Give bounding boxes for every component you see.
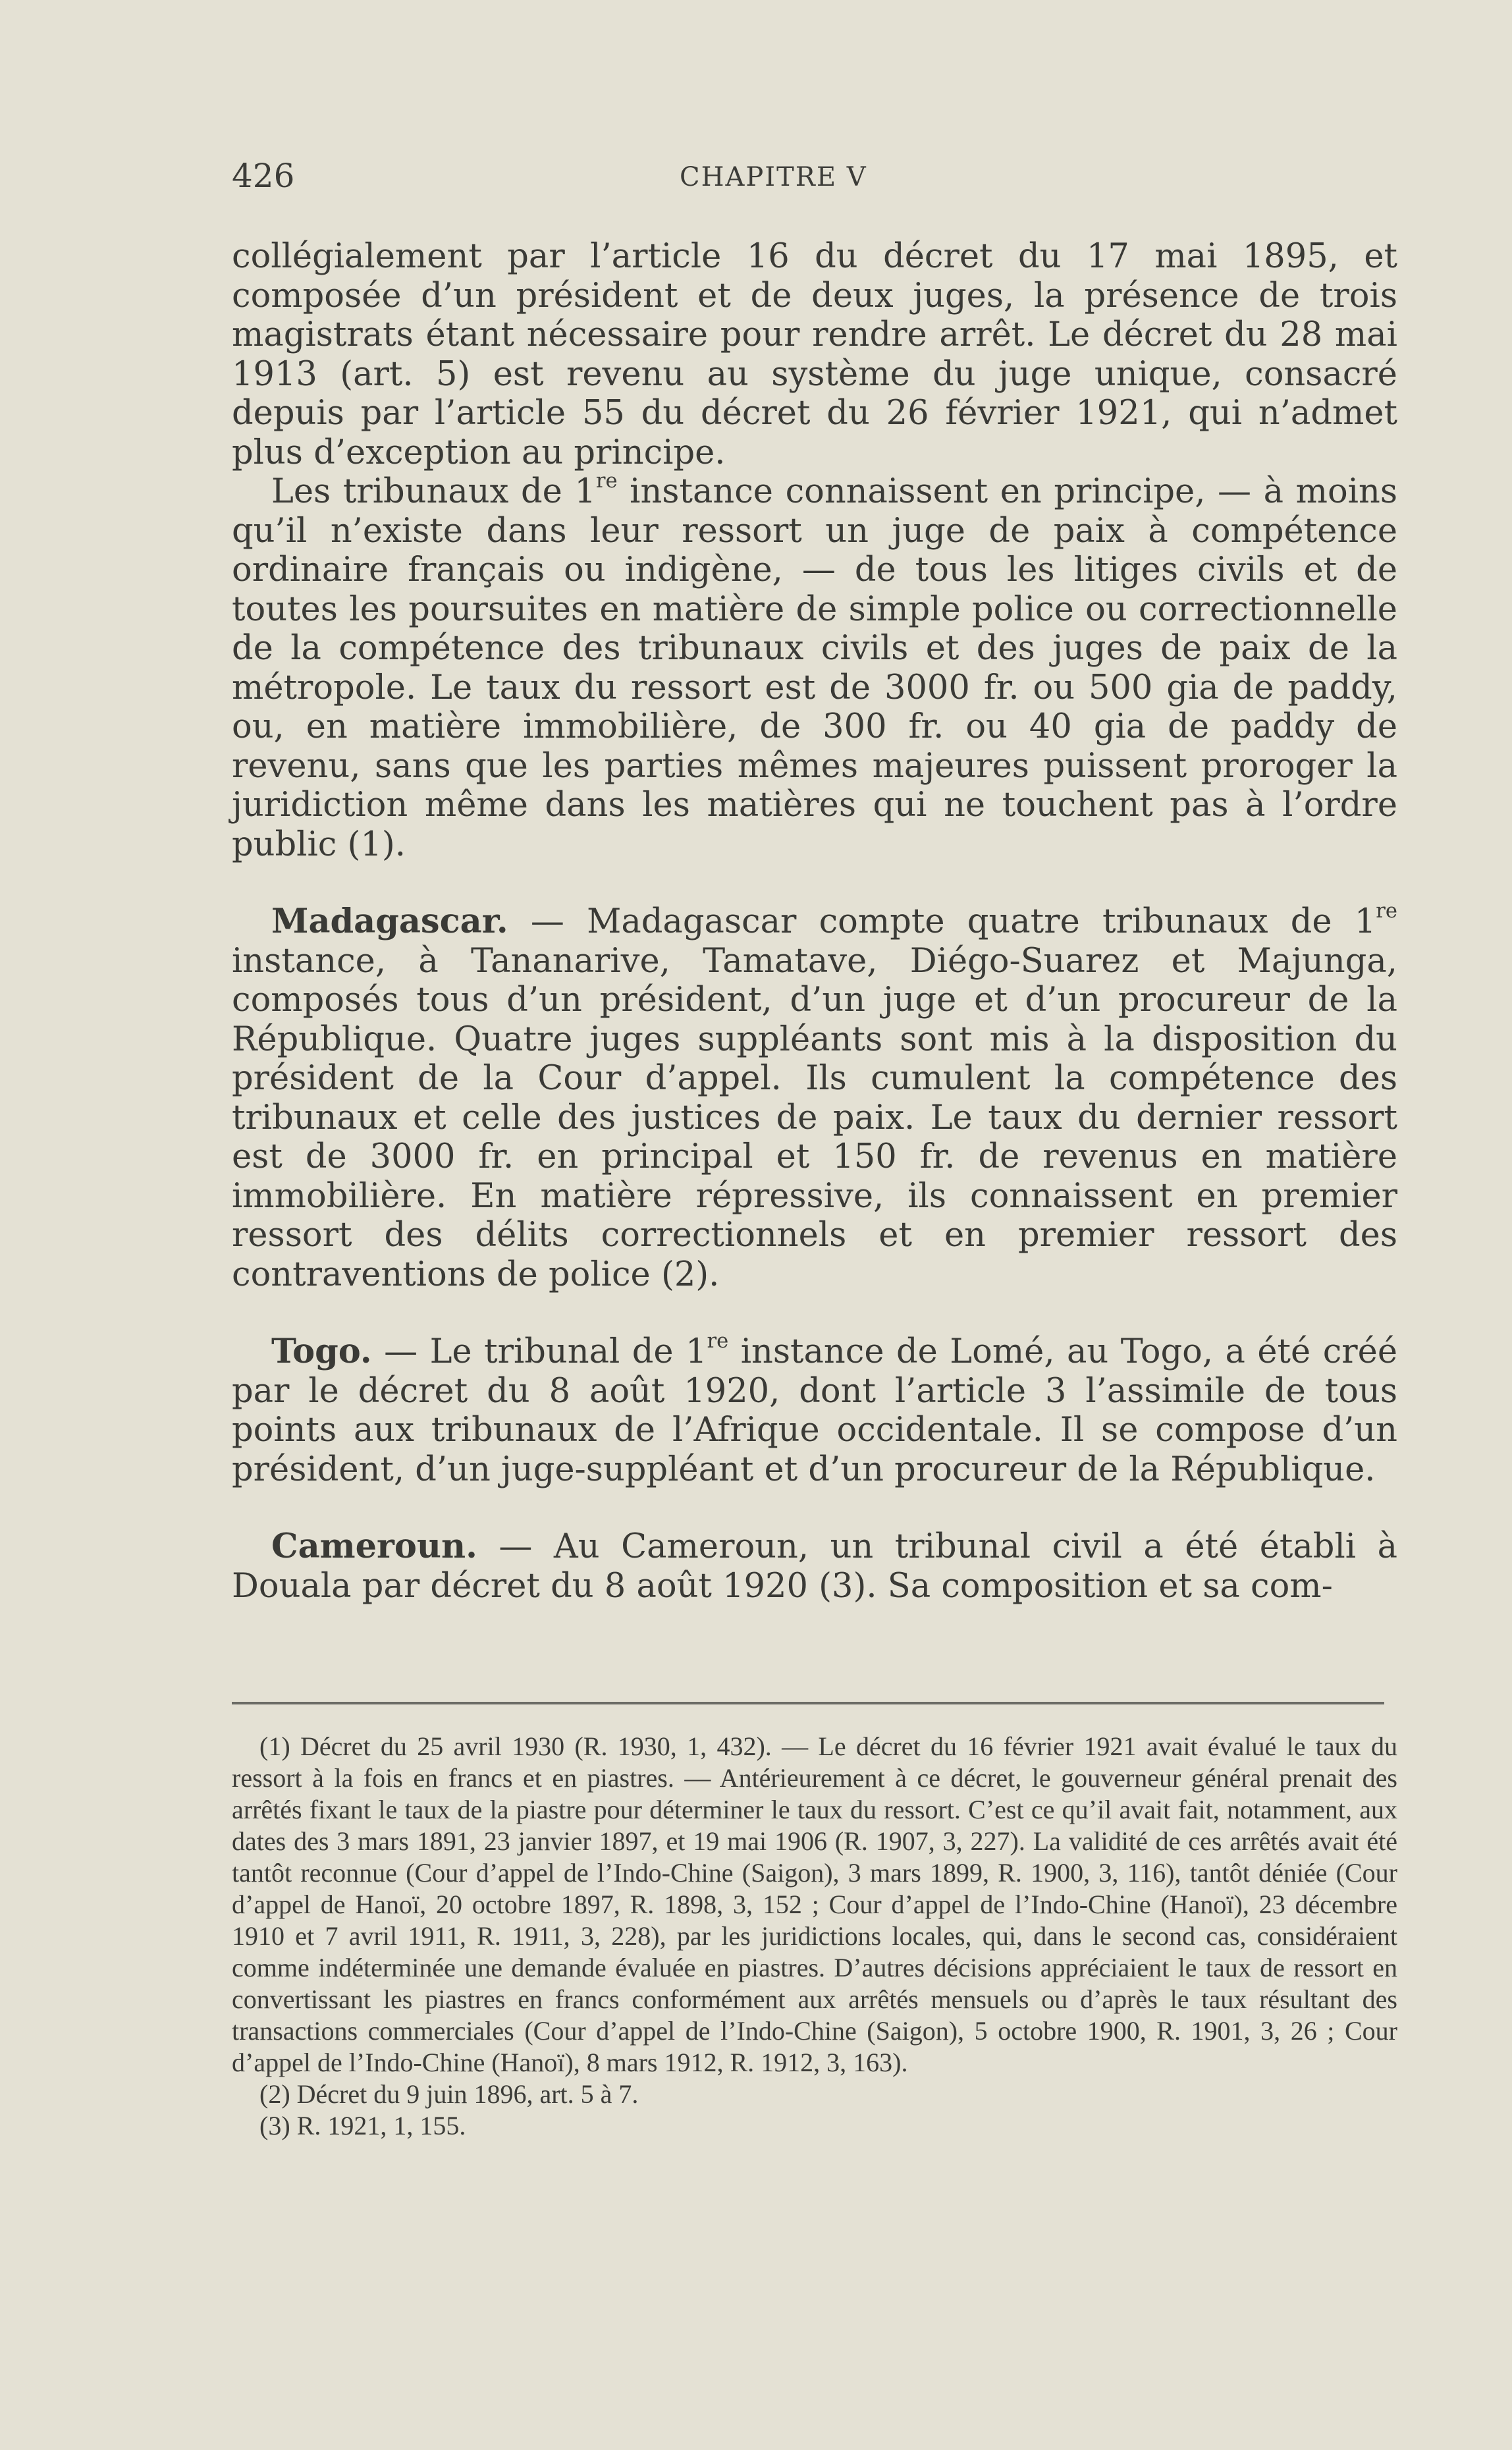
footnote-1: (1) Décret du 25 avril 1930 (R. 1930, 1, 432). — Le décret du 16 février 1921 avait évalué le taux du ressort à la fois en francs et en piastres. — Antérieurement à ce décret, le gouverneur général prenait des arrêtés fixant le taux de la piastre pour déterminer le taux du ressort. C’est ce qu’il avait fait, notamment, aux dates des 3 mars 1891, 23 janvier 1897, et 19 mai 1906 (R. 1907, 3, 227). La validité de ces arrêtés avait été tantôt reconnue (Cour d’appel de l’Indo-Chine (Saigon), 3 mars 1899, R. 1900, 3, 116), tantôt déniée (Cour d’appel de Hanoï, 20 octobre 1897, R. 1898, 3, 152 ; Cour d’appel de l’Indo-Chine (Hanoï), 23 décembre 1910 et 7 avril 1911, R. 1911, 3, 228), par les juridictions locales, qui, dans le second cas, considéraient comme indéterminée une demande évaluée en piastres. D’autres décisions appréciaient le taux de ressort en convertissant les piastres en francs conformément aux arrêtés mensuels ou d’après le taux résultant des transactions commerciales (Cour d’appel de l’Indo-Chine (Saigon), 5 octobre 1900, R. 1901, 3, 26 ; Cour d’appel de l’Indo-Chine (Hanoï), 8 mars 1912, R. 1912, 3, 163). bbox=[232, 1731, 1397, 2077]
text-segment: Les tribunaux de 1 bbox=[271, 472, 596, 511]
paragraph-tribunaux bbox=[232, 472, 1397, 864]
footnotes bbox=[232, 1731, 1397, 2142]
page-number: 426 bbox=[232, 157, 295, 195]
section-title-madagascar: Madagascar. bbox=[271, 902, 508, 941]
text-segment: instance, à Tananarive, Tamatave, Diégo-Suarez et Majunga, composés tous d’un président, d’un juge et d’un procureur de la République. Quatre juges suppléants sont mis à la disposition du président de la Cour d’appel. Ils cumulent la compétence des tribunaux et celle des justices de paix. Le taux du dernier ressort est de 3000 fr. en principal et 150 fr. de revenus en matière immobilière. En matière répressive, ils connaissent en premier ressort des délits correctionnels et en premier ressort des contraventions de police (2). bbox=[232, 941, 1397, 1294]
paragraph-cameroun bbox=[232, 1527, 1397, 1606]
paragraph-continuation: collégialement par l’article 16 du décret du 17 mai 1895, et composée d’un président et de deux juges, la présence de trois magistrats étant nécessaire pour rendre arrêt. Le décret du 28 mai 1913 (art. 5) est revenu au système du juge unique, consacré depuis par l’article 55 du décret du 26 février 1921, qui n’admet plus d’exception au principe. bbox=[232, 237, 1397, 472]
superscript: re bbox=[595, 470, 618, 493]
text-segment: instance de Lomé, au Togo, a été créé par le décret du 8 août 1920, dont l’article 3 l’assimile de tous points aux tribunaux de l’Afrique occidentale. Il se compose d’un président, d’un juge-suppléant et d’un procureur de la République. bbox=[232, 1332, 1397, 1489]
main-text bbox=[232, 237, 1397, 1606]
section-title-cameroun: Cameroun. bbox=[271, 1527, 477, 1566]
text-segment: — Madagascar compte quatre tribunaux de 1 bbox=[508, 902, 1376, 941]
text-segment: instance connaissent en principe, — à moins qu’il n’existe dans leur ressort un juge de paix à compétence ordinaire français ou indigène, — de tous les litiges civils et de toutes les poursuites en matière de simple police ou correctionnelle de la compétence des tribunaux civils et des juges de paix de la métropole. Le taux du ressort est de 3000 fr. ou 500 gia de paddy, ou, en matière immobilière, de 300 fr. ou 40 gia de paddy de revenu, sans que les parties mêmes majeures puissent proroger la juridiction même dans les matières qui ne touchent pas à l’ordre public (1). bbox=[232, 472, 1398, 864]
text-segment: — Le tribunal de 1 bbox=[371, 1332, 707, 1371]
paragraph-togo bbox=[232, 1332, 1397, 1489]
section-title-togo: Togo. bbox=[271, 1332, 372, 1371]
footnote-2: (2) Décret du 9 juin 1896, art. 5 à 7. bbox=[259, 2079, 639, 2109]
superscript: re bbox=[707, 1330, 729, 1353]
text-segment: — Au Cameroun, un tribunal civil a été établi à Douala par décret du 8 août 1920 (3). Sa composition et sa com- bbox=[232, 1527, 1397, 1606]
running-head: CHAPITRE V bbox=[680, 162, 867, 192]
footnote-3: (3) R. 1921, 1, 155. bbox=[259, 2111, 466, 2140]
paragraph-madagascar bbox=[232, 902, 1397, 1294]
footnote-divider bbox=[232, 1702, 1384, 1704]
page-header bbox=[232, 157, 1397, 203]
superscript: re bbox=[1376, 900, 1397, 923]
